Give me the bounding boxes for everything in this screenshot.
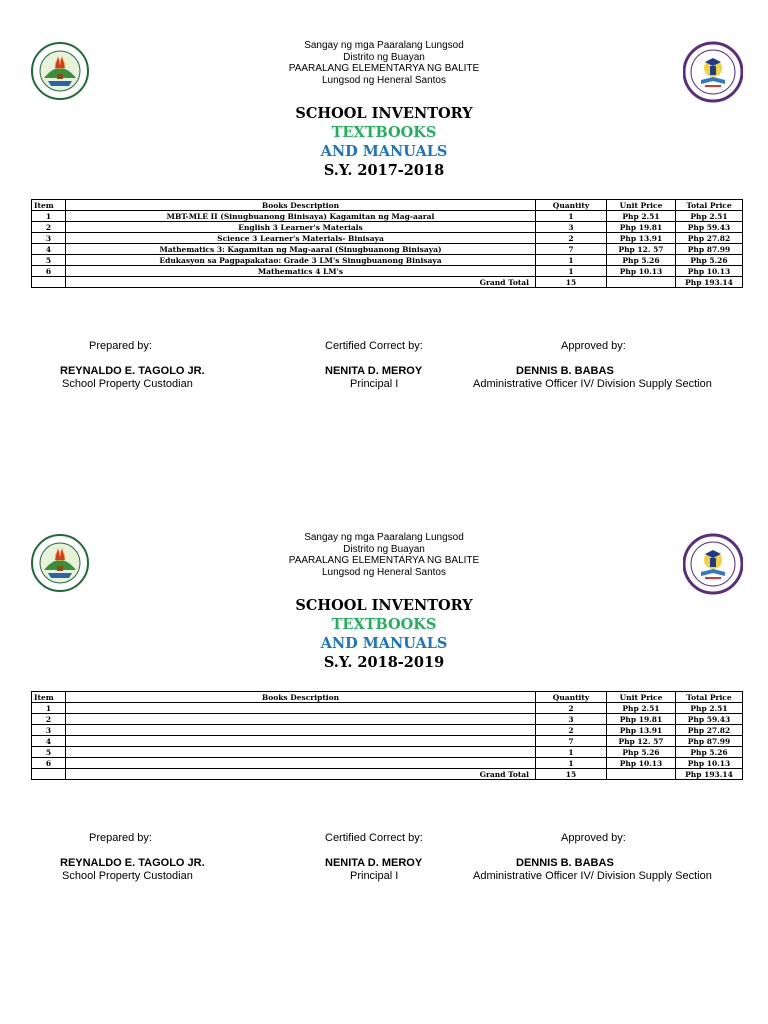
table-row (32, 222, 743, 233)
unit-price-cell: Php 13.91 (607, 233, 676, 244)
item-number-cell: 2 (32, 714, 66, 725)
school-year: S.Y. 2017-2018 (323, 162, 445, 179)
certified-by-name: NENITA D. MEROY (325, 857, 423, 869)
total-price-cell: Php 87.99 (676, 736, 743, 747)
item-number-cell: 4 (32, 244, 66, 255)
certified-by-name: NENITA D. MEROY (325, 365, 423, 377)
title-school-inventory: SCHOOL INVENTORY (295, 597, 473, 614)
school-header (200, 532, 568, 578)
table-row (32, 736, 743, 747)
item-number-cell: 2 (32, 222, 66, 233)
total-price-cell: Php 10.13 (676, 266, 743, 277)
col-desc-header: Books Description (66, 692, 536, 703)
quantity-cell: 1 (536, 758, 607, 769)
total-price-cell: Php 2.51 (676, 211, 743, 222)
header-line-4: Lungsod ng Heneral Santos (322, 566, 446, 578)
header-line-3: PAARALANG ELEMENTARYA NG BALITE (288, 63, 480, 74)
inventory-section-2 (0, 492, 768, 892)
header-line-1: Sangay ng mga Paaralang Lungsod (304, 40, 464, 51)
item-number-cell: 6 (32, 758, 66, 769)
book-description-cell (66, 747, 536, 758)
unit-price-cell: Php 10.13 (607, 266, 676, 277)
grand-total-qty: 15 (536, 277, 607, 288)
item-number-cell: 5 (32, 747, 66, 758)
book-description-cell: MBT-MLE II (Sinugbuanong Binisaya) Kagamitan ng Mag-aaral (66, 211, 536, 222)
approved-by-name: DENNIS B. BABAS (516, 365, 614, 377)
document-title (200, 596, 568, 672)
title-textbooks: TEXTBOOKS (331, 124, 437, 141)
total-price-cell: Php 27.82 (676, 233, 743, 244)
grand-total-row (32, 769, 743, 780)
header-line-2: Distrito ng Buayan (343, 51, 425, 63)
unit-price-cell: Php 19.81 (607, 222, 676, 233)
book-description-cell: Mathematics 4 LM's (66, 266, 536, 277)
grand-total-label: Grand Total (66, 277, 536, 288)
prepared-by-name: REYNALDO E. TAGOLO JR. (60, 857, 205, 869)
quantity-cell: 2 (536, 233, 607, 244)
item-number-cell: 4 (32, 736, 66, 747)
quantity-cell: 7 (536, 736, 607, 747)
table-row (32, 703, 743, 714)
title-and-manuals: AND MANUALS (320, 143, 448, 160)
table-row (32, 747, 743, 758)
title-textbooks: TEXTBOOKS (331, 616, 437, 633)
unit-price-cell: Php 2.51 (607, 211, 676, 222)
certified-by-label: Certified Correct by: (325, 340, 423, 352)
school-seal-logo (683, 532, 743, 596)
book-description-cell: Edukasyon sa Pagpapakatao: Grade 3 LM's Sinugbuanong Binisaya (66, 255, 536, 266)
unit-price-cell: Php 12. 57 (607, 736, 676, 747)
book-description-cell (66, 758, 536, 769)
document-title (200, 104, 568, 180)
col-total-header: Total Price (676, 692, 743, 703)
col-item-header: Item (32, 200, 66, 211)
book-description-cell (66, 714, 536, 725)
table-row (32, 266, 743, 277)
table-row (32, 244, 743, 255)
book-description-cell: Science 3 Learner's Materials- Binisaya (66, 233, 536, 244)
col-desc-header: Books Description (66, 200, 536, 211)
unit-price-cell: Php 19.81 (607, 714, 676, 725)
item-number-cell: 1 (32, 211, 66, 222)
certified-by-label: Certified Correct by: (325, 832, 423, 844)
total-price-cell: Php 59.43 (676, 222, 743, 233)
col-total-header: Total Price (676, 200, 743, 211)
unit-price-cell: Php 2.51 (607, 703, 676, 714)
certified-by-title: Principal I (350, 378, 399, 390)
approved-by-label: Approved by: (561, 832, 626, 844)
prepared-by-name: REYNALDO E. TAGOLO JR. (60, 365, 205, 377)
school-seal-logo (683, 40, 743, 104)
quantity-cell: 1 (536, 747, 607, 758)
unit-price-cell: Php 12. 57 (607, 244, 676, 255)
item-number-cell: 5 (32, 255, 66, 266)
col-unit-header: Unit Price (607, 200, 676, 211)
quantity-cell: 7 (536, 244, 607, 255)
quantity-cell: 1 (536, 266, 607, 277)
book-description-cell (66, 725, 536, 736)
book-description-cell (66, 736, 536, 747)
table-header-row (32, 200, 743, 211)
header-line-2: Distrito ng Buayan (343, 543, 425, 555)
total-price-cell: Php 5.26 (676, 255, 743, 266)
item-number-cell: 3 (32, 233, 66, 244)
total-price-cell: Php 2.51 (676, 703, 743, 714)
quantity-cell: 2 (536, 703, 607, 714)
grand-total-qty: 15 (536, 769, 607, 780)
item-number-cell: 6 (32, 266, 66, 277)
quantity-cell: 1 (536, 211, 607, 222)
title-and-manuals: AND MANUALS (320, 635, 448, 652)
header-line-4: Lungsod ng Heneral Santos (322, 74, 446, 86)
inventory-table (31, 199, 743, 288)
inventory-table (31, 691, 743, 780)
certified-by-title: Principal I (350, 870, 399, 882)
total-price-cell: Php 87.99 (676, 244, 743, 255)
total-price-cell: Php 27.82 (676, 725, 743, 736)
school-year: S.Y. 2018-2019 (323, 654, 445, 671)
division-seal-logo (31, 38, 89, 104)
item-number-cell: 1 (32, 703, 66, 714)
total-price-cell: Php 59.43 (676, 714, 743, 725)
table-row (32, 211, 743, 222)
inventory-section-1 (0, 0, 768, 400)
book-description-cell: English 3 Learner's Materials (66, 222, 536, 233)
table-header-row (32, 692, 743, 703)
total-price-cell: Php 5.26 (676, 747, 743, 758)
header-line-1: Sangay ng mga Paaralang Lungsod (304, 532, 464, 543)
table-row (32, 255, 743, 266)
prepared-by-title: School Property Custodian (62, 378, 193, 390)
grand-total-row (32, 277, 743, 288)
total-price-cell: Php 10.13 (676, 758, 743, 769)
book-description-cell: Mathematics 3: Kagamitan ng Mag-aaral (Sinugbuanong Binisaya) (66, 244, 536, 255)
division-seal-logo (31, 530, 89, 596)
approved-by-name: DENNIS B. BABAS (516, 857, 614, 869)
table-row (32, 758, 743, 769)
prepared-by-title: School Property Custodian (62, 870, 193, 882)
quantity-cell: 3 (536, 714, 607, 725)
col-unit-header: Unit Price (607, 692, 676, 703)
unit-price-cell: Php 5.26 (607, 747, 676, 758)
unit-price-cell: Php 10.13 (607, 758, 676, 769)
unit-price-cell: Php 5.26 (607, 255, 676, 266)
header-line-3: PAARALANG ELEMENTARYA NG BALITE (288, 555, 480, 566)
grand-total-amount: Php 193.14 (676, 277, 743, 288)
unit-price-cell: Php 13.91 (607, 725, 676, 736)
table-row (32, 714, 743, 725)
col-item-header: Item (32, 692, 66, 703)
item-number-cell: 3 (32, 725, 66, 736)
table-row (32, 725, 743, 736)
book-description-cell (66, 703, 536, 714)
approved-by-title: Administrative Officer IV/ Division Supply Section (473, 378, 712, 390)
quantity-cell: 1 (536, 255, 607, 266)
grand-total-amount: Php 193.14 (676, 769, 743, 780)
approved-by-title: Administrative Officer IV/ Division Supply Section (473, 870, 712, 882)
quantity-cell: 3 (536, 222, 607, 233)
quantity-cell: 2 (536, 725, 607, 736)
grand-total-label: Grand Total (66, 769, 536, 780)
prepared-by-label: Prepared by: (89, 832, 152, 844)
prepared-by-label: Prepared by: (89, 340, 152, 352)
table-row (32, 233, 743, 244)
col-qty-header: Quantity (536, 692, 607, 703)
approved-by-label: Approved by: (561, 340, 626, 352)
school-header (200, 40, 568, 86)
col-qty-header: Quantity (536, 200, 607, 211)
title-school-inventory: SCHOOL INVENTORY (295, 105, 473, 122)
